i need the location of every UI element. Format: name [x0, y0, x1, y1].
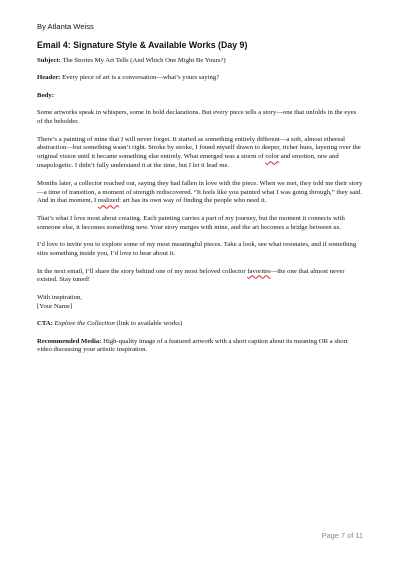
cta-line — [37, 320, 363, 329]
signoff-line: With inspiration, — [37, 293, 83, 301]
cta-title: Explore the Collection — [54, 320, 115, 328]
recommended-media-line — [37, 338, 363, 356]
author-byline: By Atlanta Weiss — [37, 22, 94, 31]
cta-note: (link to available works) — [114, 320, 183, 328]
signoff-name: [Your Name] — [37, 302, 73, 310]
media-text: High-quality image of a featured artwork with a short caption about its meaning OR a short video discussing your artistic inspiration. — [37, 337, 348, 354]
paragraph-text: In the next email, I’ll share the story behind one of my most beloved collector — [37, 267, 248, 275]
subject-text: The Stories My Art Tells (And Which One Might Be Yours?) — [62, 57, 226, 64]
header-label: Header: — [37, 74, 61, 82]
spellcheck-flagged-word[interactable]: color — [265, 153, 280, 161]
body-paragraph-6 — [37, 268, 363, 286]
header-line — [37, 74, 363, 83]
paragraph-text: : art has its own way of finding the people who need it. — [119, 197, 267, 205]
body-paragraph-5: I’d love to invite you to explore some of my most meaningful pieces. Take a look, see what resonates, and if something stirs something inside you, I’d love to hear about it. — [37, 241, 357, 258]
body-paragraph-1: Some artworks speak in whispers, some in bold declarations. But every piece tells a story—one that unfolds in the eyes of the beholder. — [37, 109, 357, 126]
document-body — [37, 40, 363, 364]
body-label-line — [37, 92, 363, 101]
body-label: Body: — [37, 91, 55, 99]
paragraph-text: There’s a painting of mine that I will never forget. It started as something entirely different—a soft, almost ethereal abstraction—but something wasn’t right. Stroke by stroke, I found myself drawn to deeper, richer hues, layering over the original vision until it became something else entirely. What emerged was a storm of — [37, 135, 361, 161]
paragraph-text: —the one that almost never existed. Stay tuned! — [37, 267, 345, 284]
header-text: Every piece of art is a conversation—what’s yours saying? — [62, 74, 220, 82]
spellcheck-flagged-word[interactable]: favorites — [247, 267, 271, 275]
page-number: Page 7 of 11 — [321, 531, 363, 540]
body-paragraph-2 — [37, 136, 363, 172]
body-paragraph-4: That’s what I love most about creating. Each painting carries a part of my journey, but the moment it connects with someone else, it becomes something new. Your story merges with mine, and the art becomes a bridge between us. — [37, 214, 345, 231]
paragraph-text: Months later, a collector reached out, saying they had fallen in love with the piece. When we met, they told me their story—a time of transition, a moment of strength rediscovered. “It feels like you painted what I was going through,” they said. And in that moment, I — [37, 179, 363, 205]
body-paragraph-3 — [37, 180, 363, 207]
subject-label: Subject: — [37, 57, 61, 64]
subject-line — [37, 57, 363, 66]
media-label: Recommended Media: — [37, 337, 102, 345]
paragraph-text: and emotion, raw and unapologetic. I didn’t fully understand it at the time, but I let it lead me. — [37, 153, 339, 170]
spellcheck-flagged-word[interactable]: realized — [97, 197, 120, 205]
page-title: Email 4: Signature Style & Available Works (Day 9) — [37, 40, 248, 50]
signoff — [37, 294, 363, 312]
cta-label: CTA: — [37, 320, 53, 328]
